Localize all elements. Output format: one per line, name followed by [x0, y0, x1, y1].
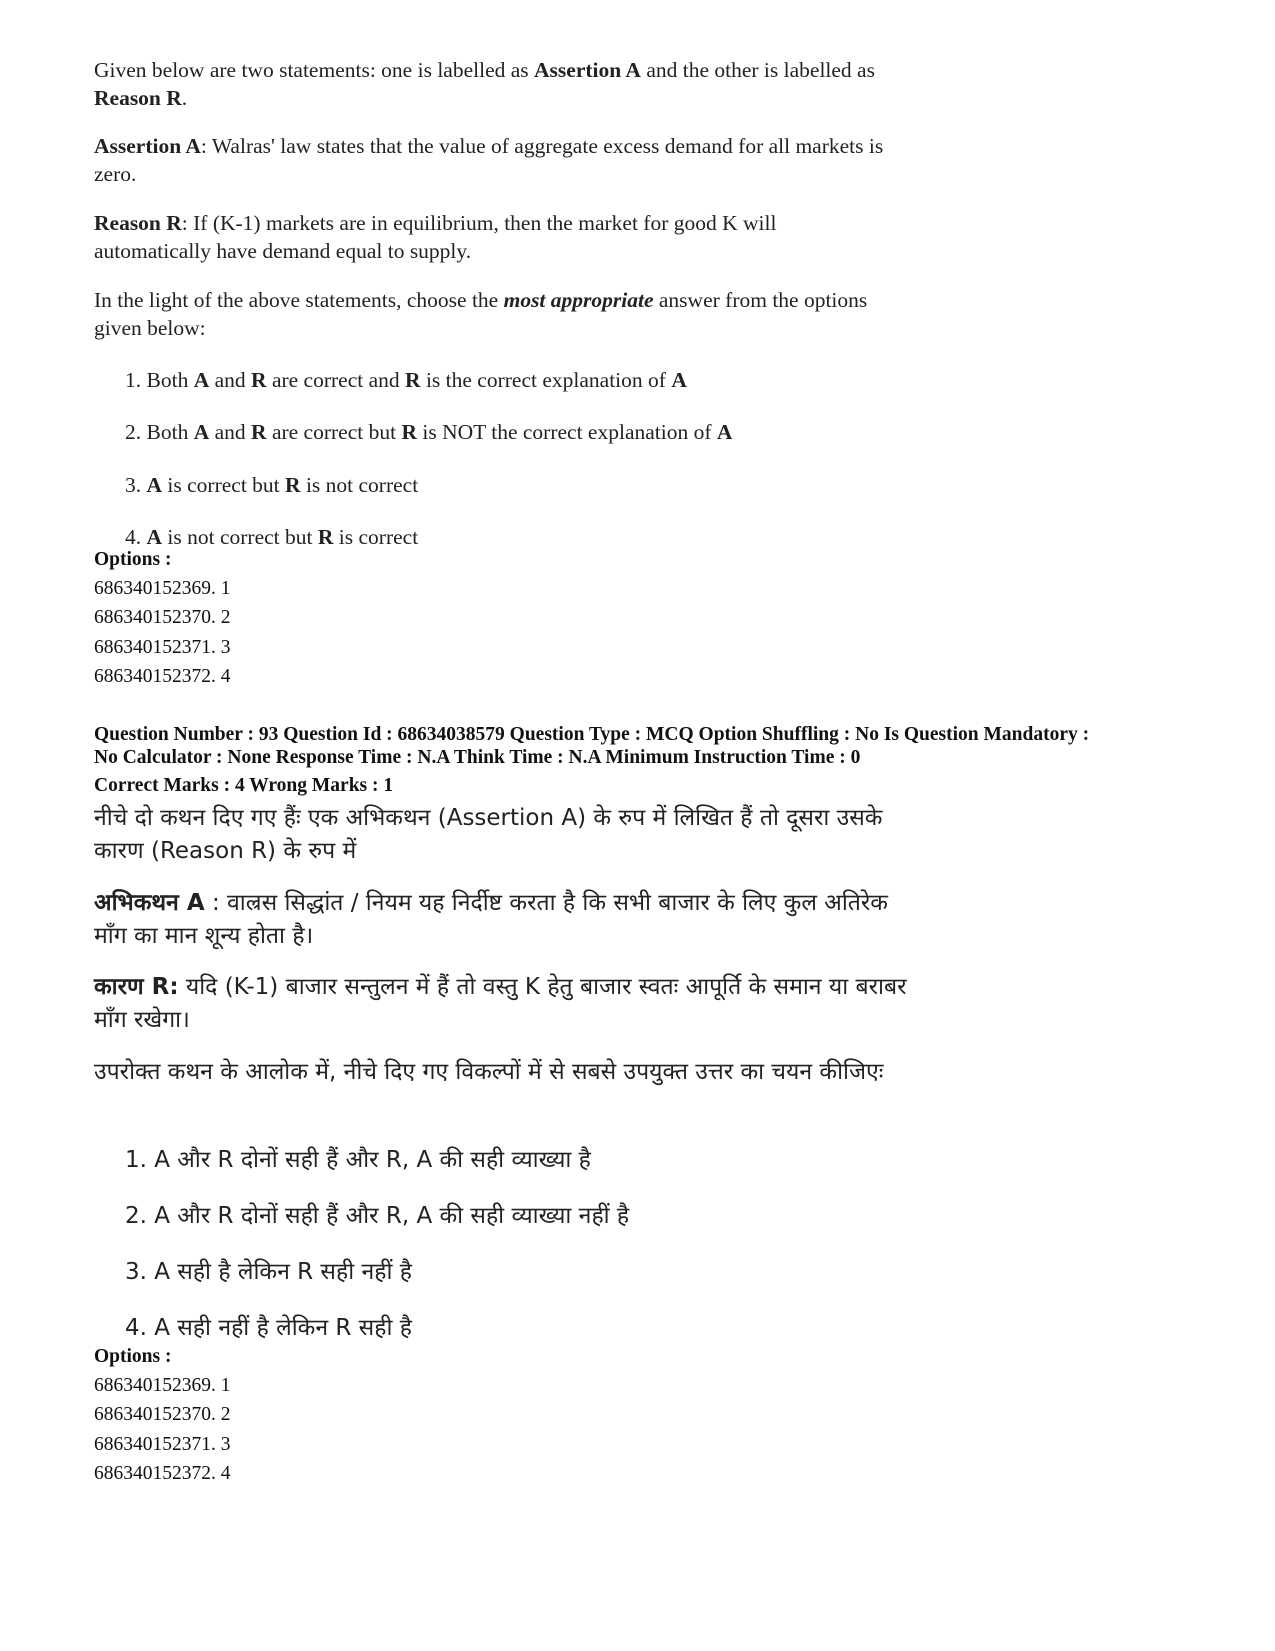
q92-options-label: Options :	[94, 549, 172, 570]
q92-instruction	[94, 286, 894, 342]
intro-reason-label: Reason R	[94, 86, 182, 110]
reason-label: Reason R	[94, 211, 182, 235]
reason-text: : If (K-1) markets are in equilibrium, then the market for good K will automatically have demand equal to supply.	[94, 211, 777, 263]
q92-choice-2: 2. Both A and R are correct but R is NOT the correct explanation of A	[125, 420, 733, 444]
option-id: 686340152370. 2	[94, 607, 231, 629]
q93-hindi-assertion	[94, 887, 914, 953]
q93-hindi-choice-4: 4. A सही नहीं है लेकिन R सही है	[125, 1315, 412, 1341]
q93-options-label: Options :	[94, 1346, 172, 1367]
q92-choice-3: 3. A is correct but R is not correct	[125, 473, 419, 497]
hindi-reason-label: कारण R:	[94, 974, 179, 1000]
hindi-reason-text: यदि (K-1) बाजार सन्तुलन में हैं तो वस्तु K हेतु बाजार स्वतः आपूर्ति के समान या बराबर माँग रखेगा।	[94, 974, 907, 1033]
option-id: 686340152371. 3	[94, 1433, 231, 1455]
option-id: 686340152370. 2	[94, 1404, 231, 1426]
hindi-assertion-text: : वाल्रस सिद्धांत / नियम यह निर्दीष्ट करता है कि सभी बाजार के लिए कुल अतिरेक माँग का मान शून्य होता है।	[94, 890, 888, 949]
option-id: 686340152369. 1	[94, 578, 231, 599]
intro-text: .	[181, 86, 188, 110]
q93-hindi-choice-2: 2. A और R दोनों सही हैं और R, A की सही व्याख्या नहीं है	[125, 1203, 630, 1229]
intro-text: Given below are two statements: one is labelled as	[94, 58, 535, 82]
q93-meta-line-2: No Calculator : None Response Time : N.A Think Time : N.A Minimum Instruction Time : 0	[94, 747, 861, 768]
q93-marks: Correct Marks : 4 Wrong Marks : 1	[94, 775, 394, 796]
q92-choice-4: 4. A is not correct but R is correct	[125, 525, 419, 549]
q93-hindi-choice-1: 1. A और R दोनों सही हैं और R, A की सही व्याख्या है	[125, 1147, 591, 1173]
q92-intro	[94, 56, 894, 112]
option-id: 686340152371. 3	[94, 636, 231, 658]
option-id: 686340152369. 1	[94, 1375, 231, 1396]
assertion-label: Assertion A	[94, 134, 201, 158]
instruction-text: In the light of the above statements, choose the	[94, 288, 504, 312]
intro-text: and the other is labelled as	[640, 58, 875, 82]
assertion-text: : Walras' law states that the value of aggregate excess demand for all markets is zero.	[94, 134, 884, 186]
q93-meta-line-1: Question Number : 93 Question Id : 68634038579 Question Type : MCQ Option Shuffling : No Is Question Mandatory :	[94, 724, 1090, 745]
hindi-assertion-label: अभिकथन A	[94, 890, 205, 916]
q93-hindi-instruction: उपरोक्त कथन के आलोक में, नीचे दिए गए विकल्पों में से सबसे उपयुक्त उत्तर का चयन कीजिएः	[94, 1059, 884, 1085]
q92-options-list	[94, 574, 231, 691]
instruction-emphasis: most appropriate	[503, 288, 654, 312]
q92-choice-1: 1. Both A and R are correct and R is the correct explanation of A	[125, 368, 687, 392]
q93-hindi-choice-3: 3. A सही है लेकिन R सही नहीं है	[125, 1259, 412, 1285]
instruction-text: answer from the options given below:	[94, 288, 868, 340]
q92-assertion	[94, 132, 894, 188]
option-id: 686340152372. 4	[94, 1462, 231, 1484]
q92-reason	[94, 209, 894, 265]
intro-assertion-label: Assertion A	[534, 58, 641, 82]
q93-hindi-intro: नीचे दो कथन दिए गए हैंः एक अभिकथन (Assertion A) के रुप में लिखित हैं तो दूसरा उसके कारण (Reason R) के रुप में	[94, 805, 883, 864]
q93-options-list	[94, 1371, 231, 1488]
option-id: 686340152372. 4	[94, 665, 231, 687]
q93-hindi-reason	[94, 971, 914, 1037]
